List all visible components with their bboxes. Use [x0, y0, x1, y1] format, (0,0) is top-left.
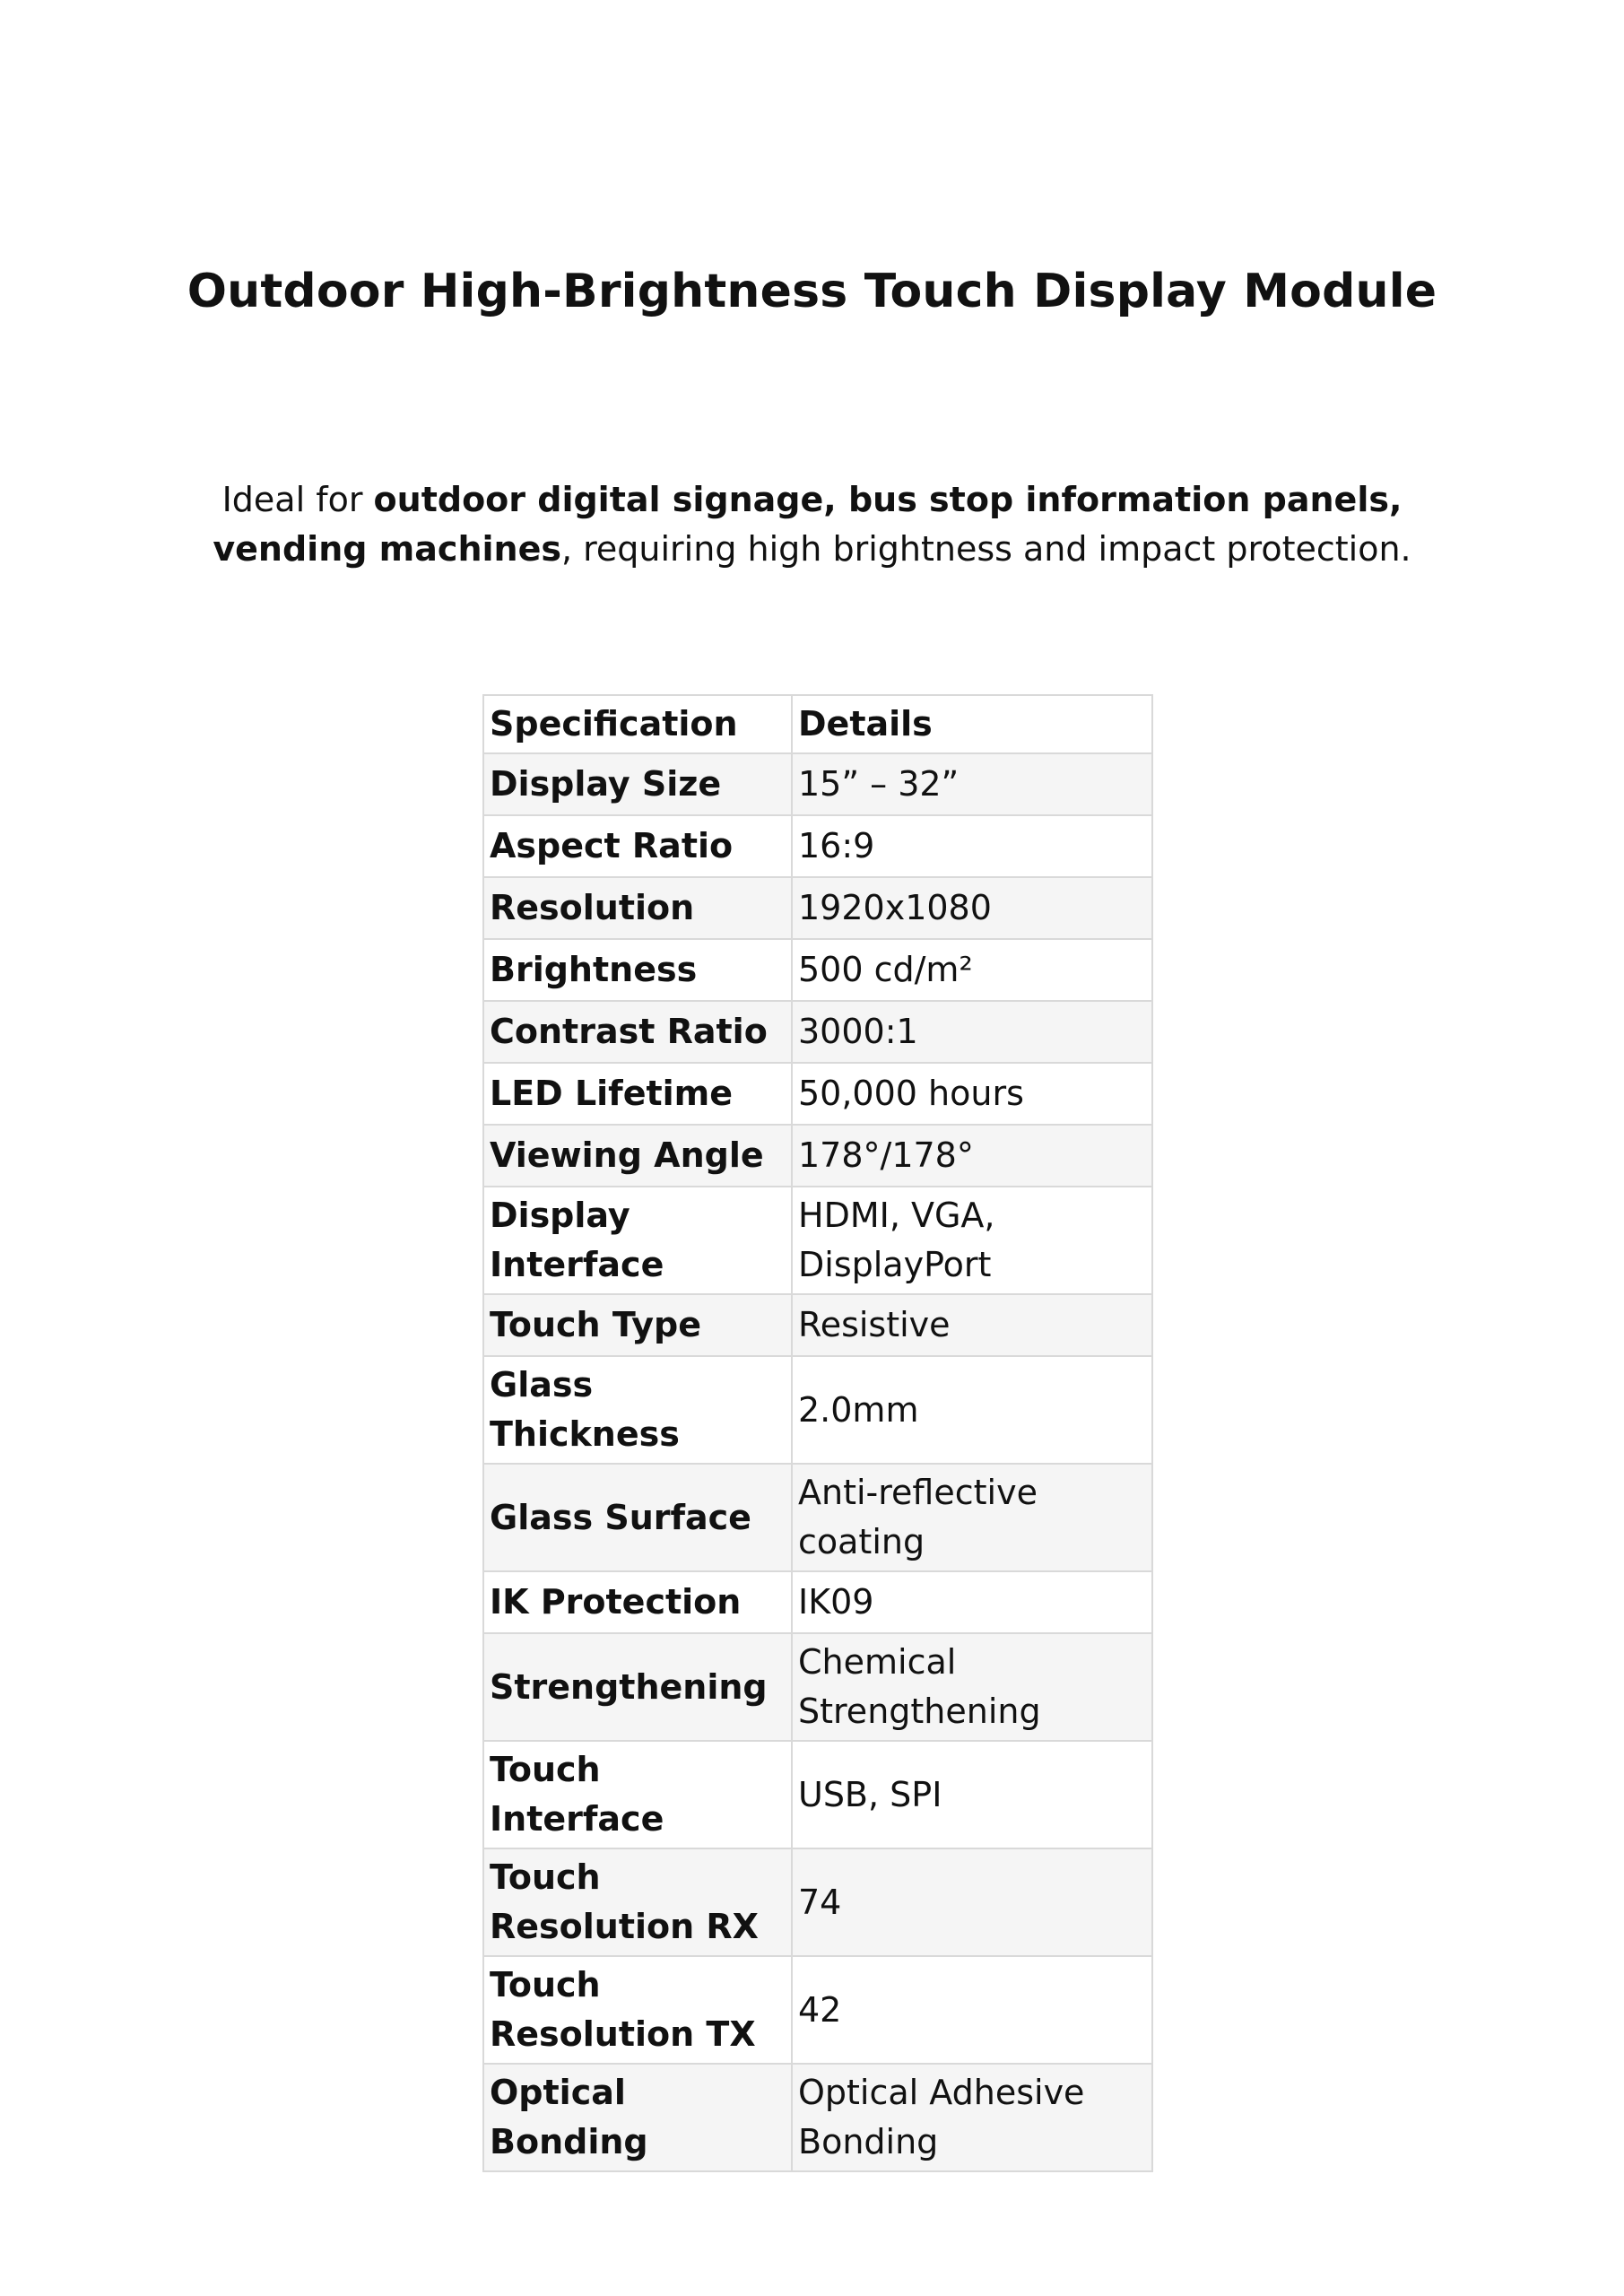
- spec-name: Viewing Angle: [483, 1125, 792, 1187]
- spec-name: Contrast Ratio: [483, 1001, 792, 1063]
- spec-name: LED Lifetime: [483, 1063, 792, 1125]
- spec-name: Aspect Ratio: [483, 815, 792, 877]
- spec-name: Resolution: [483, 877, 792, 939]
- spec-name: IK Protection: [483, 1571, 792, 1633]
- table-row: [483, 1063, 1152, 1125]
- spec-name: Glass Surface: [483, 1464, 792, 1571]
- table-row: [483, 1571, 1152, 1633]
- spec-name: Touch Resolution RX: [483, 1848, 792, 1956]
- table-row: [483, 1294, 1152, 1356]
- table-row: [483, 815, 1152, 877]
- spec-name: Glass Thickness: [483, 1356, 792, 1464]
- table-row: [483, 877, 1152, 939]
- spec-name: Display Size: [483, 753, 792, 815]
- spec-value: Chemical Strengthening: [792, 1633, 1152, 1741]
- spec-value: 3000:1: [792, 1001, 1152, 1063]
- spec-value: 178°/178°: [792, 1125, 1152, 1187]
- spec-name: Display Interface: [483, 1187, 792, 1294]
- table-row: [483, 1187, 1152, 1294]
- spec-value: 500 cd/m²: [792, 939, 1152, 1001]
- spec-value: 50,000 hours: [792, 1063, 1152, 1125]
- spec-value: 74: [792, 1848, 1152, 1956]
- spec-value: 1920x1080: [792, 877, 1152, 939]
- spec-name: Touch Type: [483, 1294, 792, 1356]
- table-row: [483, 939, 1152, 1001]
- spec-name: Strengthening: [483, 1633, 792, 1741]
- column-header-specification: Specification: [483, 695, 792, 753]
- table-row: [483, 753, 1152, 815]
- spec-value: Resistive: [792, 1294, 1152, 1356]
- spec-value: 42: [792, 1956, 1152, 2064]
- spec-value: Anti-reflective coating: [792, 1464, 1152, 1571]
- table-row: [483, 1125, 1152, 1187]
- spec-value: HDMI, VGA, DisplayPort: [792, 1187, 1152, 1294]
- spec-value: 15” – 32”: [792, 753, 1152, 815]
- table-row: [483, 1356, 1152, 1464]
- intro-suffix: , requiring high brightness and impact protection.: [560, 529, 1411, 569]
- column-header-details: Details: [792, 695, 1152, 753]
- intro-highlight: outdoor digital signage, bus stop information panels, vending machines: [213, 480, 1403, 569]
- spec-name: Brightness: [483, 939, 792, 1001]
- page-title: Outdoor High-Brightness Touch Display Module: [187, 265, 1437, 318]
- spec-value: Optical Adhesive Bonding: [792, 2064, 1152, 2171]
- table-row: [483, 1956, 1152, 2064]
- table-row: [483, 2064, 1152, 2171]
- table-header-row: [483, 695, 1152, 753]
- table-row: [483, 1741, 1152, 1848]
- intro-prefix: Ideal for: [221, 480, 374, 519]
- spec-name: Optical Bonding: [483, 2064, 792, 2171]
- spec-name: Touch Resolution TX: [483, 1956, 792, 2064]
- table-row: [483, 1633, 1152, 1741]
- spec-value: USB, SPI: [792, 1741, 1152, 1848]
- spec-value: IK09: [792, 1571, 1152, 1633]
- spec-value: 16:9: [792, 815, 1152, 877]
- intro-paragraph: [206, 475, 1418, 574]
- spec-value: 2.0mm: [792, 1356, 1152, 1464]
- table-row: [483, 1464, 1152, 1571]
- table-row: [483, 1848, 1152, 1956]
- spec-name: Touch Interface: [483, 1741, 792, 1848]
- spec-table: [482, 694, 1153, 2172]
- table-row: [483, 1001, 1152, 1063]
